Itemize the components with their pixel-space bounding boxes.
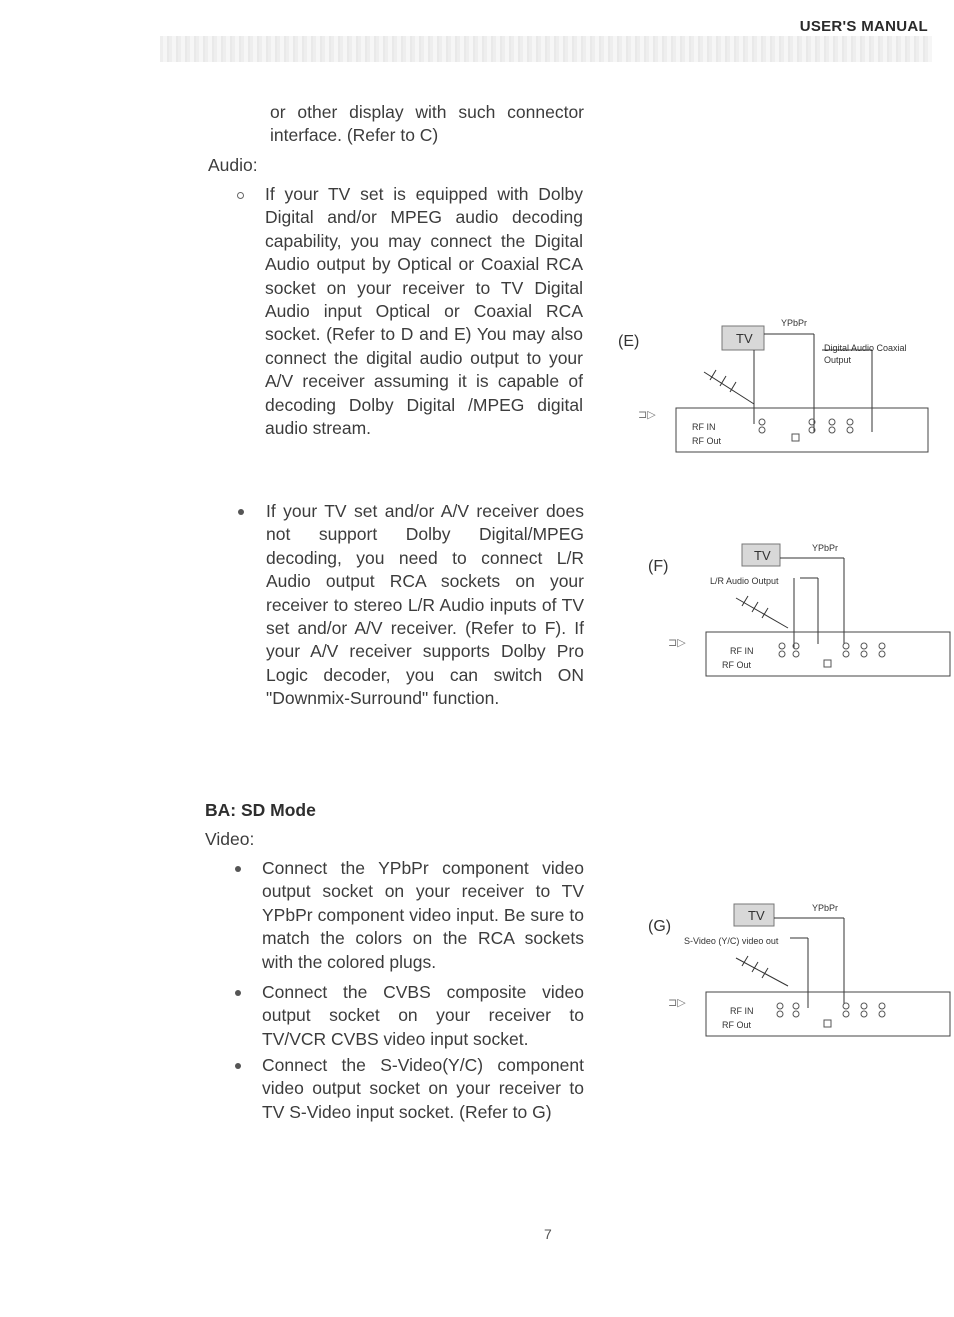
ypbpr-label: YPbPr (781, 318, 808, 328)
diagram-g (666, 896, 952, 1046)
audio-heading: Audio: (208, 155, 258, 175)
antenna-icon (704, 370, 754, 404)
rf-in-label: RF IN (692, 422, 716, 432)
bullet-marker (237, 192, 244, 199)
rf-in-label: RF IN (730, 646, 754, 656)
ypbpr-label: YPbPr (812, 903, 839, 913)
rf-out-label: RF Out (722, 1020, 752, 1030)
audio-bullet-1: If your TV set is equipped with Dolby Digital and/or MPEG audio decoding capability, you may connect the Digital Audio output by Optical or Coaxial RCA socket on your receiver to TV Digital Audio input Optical or Coaxial RCA socket. (Refer to D and E) You may also connect the digital audio output to your A/V receiver assuming it is capable of decoding Dolby Digital /MPEG digital audio stream. (265, 184, 583, 439)
rf-out-label: RF Out (692, 436, 722, 446)
output-label-1: L/R Audio Output (710, 576, 779, 586)
diagram-e (636, 312, 936, 462)
rf-in-label: RF IN (730, 1006, 754, 1016)
diagram-f-label: (F) (648, 558, 669, 575)
video-bullet-1: Connect the YPbPr component video output socket on your receiver to TV YPbPr component video input. Be sure to match the colors on the RCA sockets with the colored plugs. (262, 858, 584, 972)
diagram-e-label: (E) (618, 333, 640, 350)
connector-icon: ⊐▷ (638, 409, 656, 421)
diagram-g-label: (G) (648, 918, 672, 935)
video-heading: Video: (205, 829, 255, 849)
header-band (160, 36, 932, 62)
header-title: USER'S MANUAL (799, 18, 928, 35)
rca-sockets (777, 1003, 885, 1027)
page-number: 7 (544, 1226, 552, 1242)
rf-out-label: RF Out (722, 660, 752, 670)
output-label-2: Output (824, 355, 852, 365)
connector-icon: ⊐▷ (668, 997, 686, 1009)
tv-label: TV (748, 908, 765, 923)
bullet-marker (235, 866, 241, 872)
rca-sockets (759, 419, 853, 441)
antenna-icon (736, 596, 788, 628)
output-label-1: Digital Audio Coaxial (824, 343, 907, 353)
rca-sockets (779, 643, 885, 667)
video-bullet-2: Connect the CVBS composite video output socket on your receiver to TV/VCR CVBS video input socket. (262, 982, 584, 1049)
intro-text: or other display with such connector interface. (Refer to C) (270, 102, 584, 146)
video-bullet-3: Connect the S-Video(Y/C) component video output socket on your receiver to TV S-Video input socket. (Refer to G) (262, 1055, 584, 1122)
ypbpr-label: YPbPr (812, 543, 839, 553)
output-label-1: S-Video (Y/C) video out (684, 936, 779, 946)
bullet-marker (235, 990, 241, 996)
tv-label: TV (736, 331, 753, 346)
bullet-marker (238, 509, 244, 515)
connector-icon: ⊐▷ (668, 637, 686, 649)
sd-mode-heading: BA: SD Mode (205, 800, 316, 820)
antenna-icon (736, 956, 788, 986)
diagram-f (666, 536, 952, 686)
audio-bullet-2: If your TV set and/or A/V receiver does not support Dolby Digital/MPEG decoding, you need to connect L/R Audio output RCA sockets on your receiver to stereo L/R Audio inputs of TV set and/or A/V receiver. (Refer to F). If your A/V receiver supports Dolby Pro Logic decoder, you can switch ON "Downmix-Surround" function. (266, 501, 584, 709)
tv-label: TV (754, 548, 771, 563)
bullet-marker (235, 1063, 241, 1069)
